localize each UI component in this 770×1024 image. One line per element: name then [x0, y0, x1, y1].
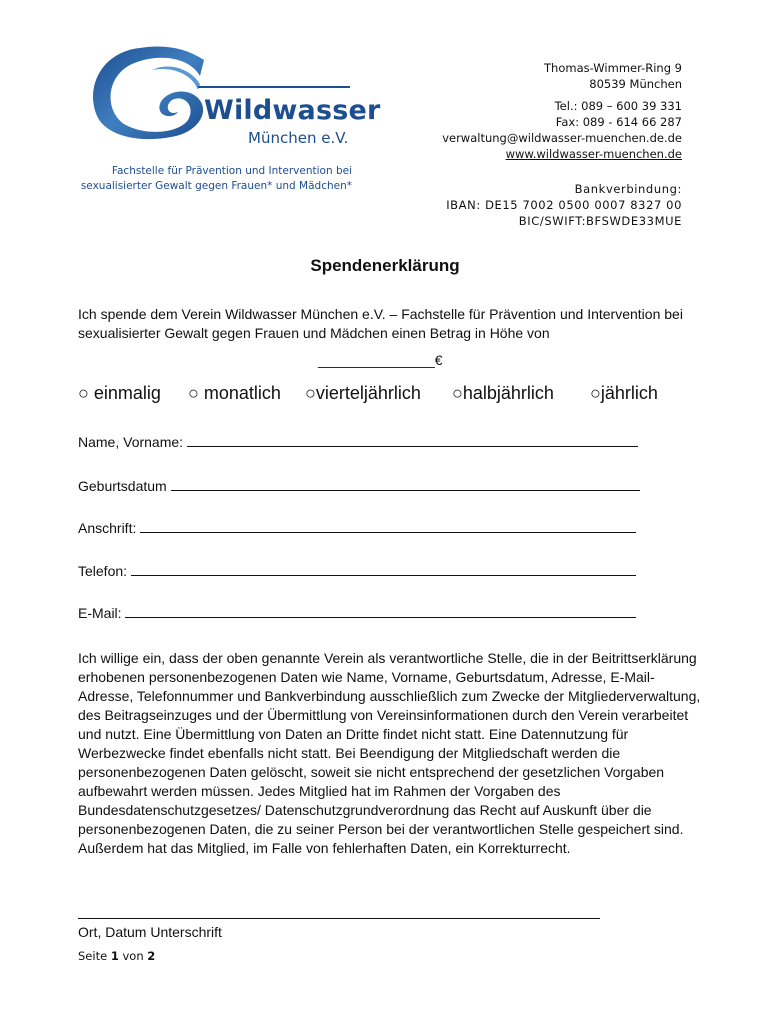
page-middle: von [122, 949, 144, 963]
signature-line[interactable] [78, 918, 600, 919]
tagline-line-2: sexualisierter Gewalt gegen Frauen* und Mädchen* [80, 180, 352, 192]
contact-fax: Fax: 089 - 614 66 287 [555, 115, 682, 129]
bank-bic: BIC/SWIFT:BFSWDE33MUE [518, 214, 682, 228]
bank-block [446, 181, 682, 229]
address-field[interactable] [78, 520, 636, 536]
email-field[interactable] [78, 605, 636, 621]
birthdate-field[interactable] [78, 478, 640, 494]
phone-field[interactable] [78, 563, 636, 579]
org-tagline [78, 164, 352, 194]
bank-label: Bankverbindung: [574, 182, 682, 196]
org-name: Wildwasser [204, 95, 381, 126]
website-link[interactable]: www.wildwasser-muenchen.de [505, 147, 682, 161]
name-input-line[interactable] [187, 434, 638, 447]
document-title: Spendenerklärung [310, 256, 460, 275]
org-subname: München e.V. [248, 129, 349, 147]
contact-city: 80539 München [589, 77, 682, 91]
bank-iban: IBAN: DE15 7002 0500 0007 8327 00 [446, 198, 682, 212]
page-number [78, 949, 155, 963]
frequency-yearly-option[interactable]: ○jährlich [590, 383, 658, 403]
frequency-once-option[interactable]: ○ einmalig [78, 383, 161, 403]
consent-text: Ich willige ein, dass der oben genannte Verein als verantwortliche Stelle, die in der Beitrittserklärung erhobenen personenbezogenen Daten wie Name, Vorname, Geburtsdatum, Adresse, E-Mail-Adresse, Telefonnummer und Bankverbindung ausschließlich zum Zwecke der Mitgliederverwaltung, des Beitragseinzuges und der Übermittlung von Vereinsinformationen durch den Verein verarbeitet und nutzt. Eine Übermittlung von Daten an Dritte findet nicht statt. Eine Datennutzung für Werbezwecke findet ebenfalls nicht statt. Bei Beendigung der Mitgliedschaft werden die personenbezogenen Daten gelöscht, soweit sie nicht entsprechend der gesetzlichen Vorgaben aufbewahrt werden müssen. Jedes Mitglied hat im Rahmen der Vorgaben des Bundesdatenschutzgesetzes/ Datenschutzgrundverordnung das Recht auf Auskunft über die personenbezogenen Daten, die zu seiner Person bei der verantwortlichen Stelle gespeichert sind. Außerdem hat das Mitglied, im Falle von fehlerhaften Daten, ein Korrekturrecht. [78, 650, 701, 856]
tagline-line-1: Fachstelle für Prävention und Intervention bei [111, 165, 352, 177]
birthdate-input-line[interactable] [171, 478, 640, 491]
signature-label: Ort, Datum Unterschrift [78, 924, 222, 940]
contact-block [442, 60, 682, 162]
page-prefix: Seite [78, 949, 108, 963]
birthdate-label: Geburtsdatum [78, 478, 167, 494]
email-label: E-Mail: [78, 605, 122, 621]
contact-street: Thomas-Wimmer-Ring 9 [544, 61, 682, 75]
contact-email: verwaltung@wildwasser-muenchen.de.de [442, 131, 682, 145]
name-field[interactable] [78, 434, 638, 450]
frequency-quarterly-option[interactable]: ○vierteljährlich [305, 383, 421, 403]
amount-field[interactable]: _______________€ [318, 352, 443, 368]
page-total: 2 [147, 949, 156, 963]
page-current: 1 [110, 949, 119, 963]
contact-phone: Tel.: 089 – 600 39 331 [554, 99, 682, 113]
frequency-halfyear-option[interactable]: ○halbjährlich [452, 383, 554, 403]
name-label: Name, Vorname: [78, 434, 184, 450]
phone-input-line[interactable] [131, 563, 636, 576]
email-input-line[interactable] [125, 605, 636, 618]
address-input-line[interactable] [140, 520, 636, 533]
address-label: Anschrift: [78, 520, 137, 536]
intro-text: Ich spende dem Verein Wildwasser München e.V. – Fachstelle für Prävention und Intervention bei sexualisierter Gewalt gegen Frauen und Mädchen einen Betrag in Höhe von [78, 306, 683, 341]
frequency-monthly-option[interactable]: ○ monatlich [188, 383, 281, 403]
phone-label: Telefon: [78, 563, 128, 579]
